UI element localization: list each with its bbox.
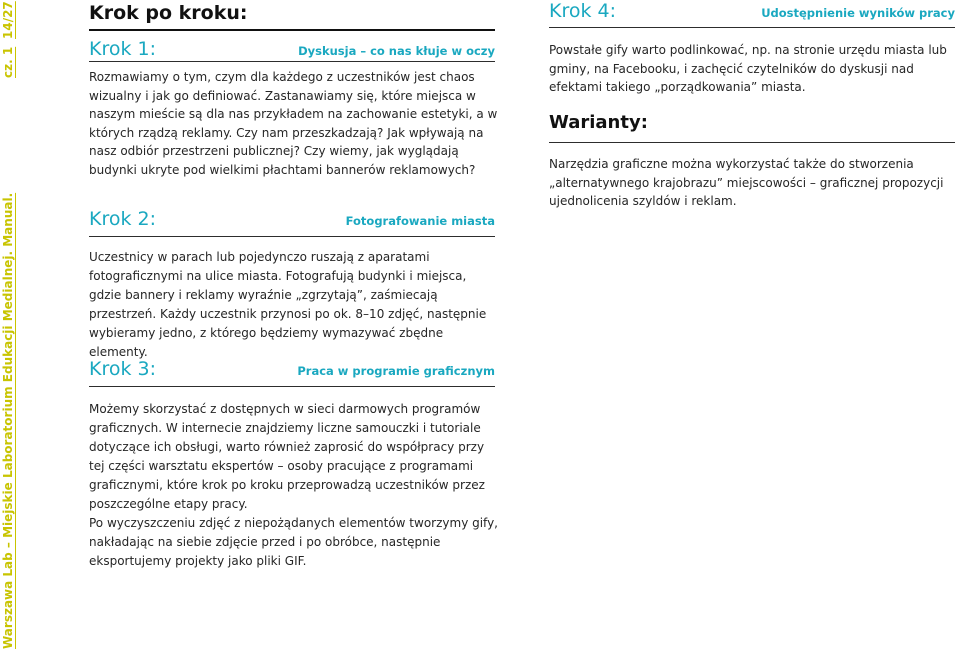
step-2-body: Uczestnicy w parach lub pojedynczo ruszają z aparatami fotograficznymi na ulice miasta. Fotografują budynki i miejsca, gdzie bannery i reklamy wyraźnie „zgrzytają”, zaśmiecają przestrzeń. Każdy uczestnik przynosi po ok. 8–10 zdjęć, następnie wybieramy jedno, z którego będziemy wymazywać zbędne elementy. [89,250,487,359]
step-1-body: Rozmawiamy o tym, czym dla każdego z uczestników jest chaos wizualny i jak go definiować. Zastanawiamy się, które miejsca w naszym mieście są dla nas przykładem na zachowanie estetyki, a w których rządzą reklamy. Czy nam przeszkadzają? Jak wpływają na nasz odbiór przestrzeni publicznej? Czy wiemy, jak wyglądają budynki ukryte pod wielkimi płachtami bannerów reklamowych? [89,70,498,177]
step-3-subtitle: Praca w programie graficznym [297,364,495,378]
step-2-label: Krok 2: [89,208,157,230]
page-number: 14/27 [1,1,15,39]
varianty-body: Narzędzia graficzne można wykorzystać także do stworzenia „alternatywnego krajobrazu” miejscowości – graficznej propozycji ujednolicenia szyldów i reklam. [549,157,944,208]
step-2-header [89,208,495,230]
step-3-label: Krok 3: [89,358,157,380]
step-1-divider [89,61,495,62]
step-3-body-2: Po wyczyszczeniu zdjęć z niepożądanych elementów tworzymy gify, nakładając na siebie zdjęcie przed i po obróbce, następnie eksportujemy projekty jako pliki GIF. [89,516,498,568]
step-1-label: Krok 1: [89,38,157,60]
step-3-divider [89,386,495,387]
publication-title: Warszawa Lab – Miejskie Laboratorium Edukacji Medialnej. Manual. [1,192,15,649]
series-marker [0,1,16,85]
sidebar [0,0,20,650]
step-2-divider [89,236,495,237]
series-label: cz. 1 [1,46,15,79]
step-3-body-1: Możemy skorzystać z dostępnych w sieci darmowych programów graficznych. W internecie znajdziemy liczne samouczki i tutoriale dotyczące ich obsługi, warto również zaprosić do współpracy przy tej części warsztatu ekspertów – osoby pracujące z programami graficznymi, które krok po kroku przeprowadzą uczestników przez poszczególne etapy pracy. [89,402,485,511]
step-4-header [549,0,955,22]
step-4-body: Powstałe gify warto podlinkować, np. na stronie urzędu miasta lub gminy, na Facebooku, i zachęcić czytelników do dyskusji nad efektami takiego „porządkowania” miasta. [549,43,947,94]
step-1-subtitle: Dyskusja – co nas kłuje w oczy [298,44,495,58]
step-3-header [89,358,495,380]
page-title: Krok po kroku: [89,2,495,31]
varianty-heading: Warianty: [549,112,648,133]
step-4-label: Krok 4: [549,0,617,22]
step-4-subtitle: Udostępnienie wyników pracy [761,6,955,20]
step-1-header [89,38,495,60]
step-4-divider [549,27,955,28]
step-2-subtitle: Fotografowanie miasta [345,214,495,228]
varianty-divider [549,142,955,143]
